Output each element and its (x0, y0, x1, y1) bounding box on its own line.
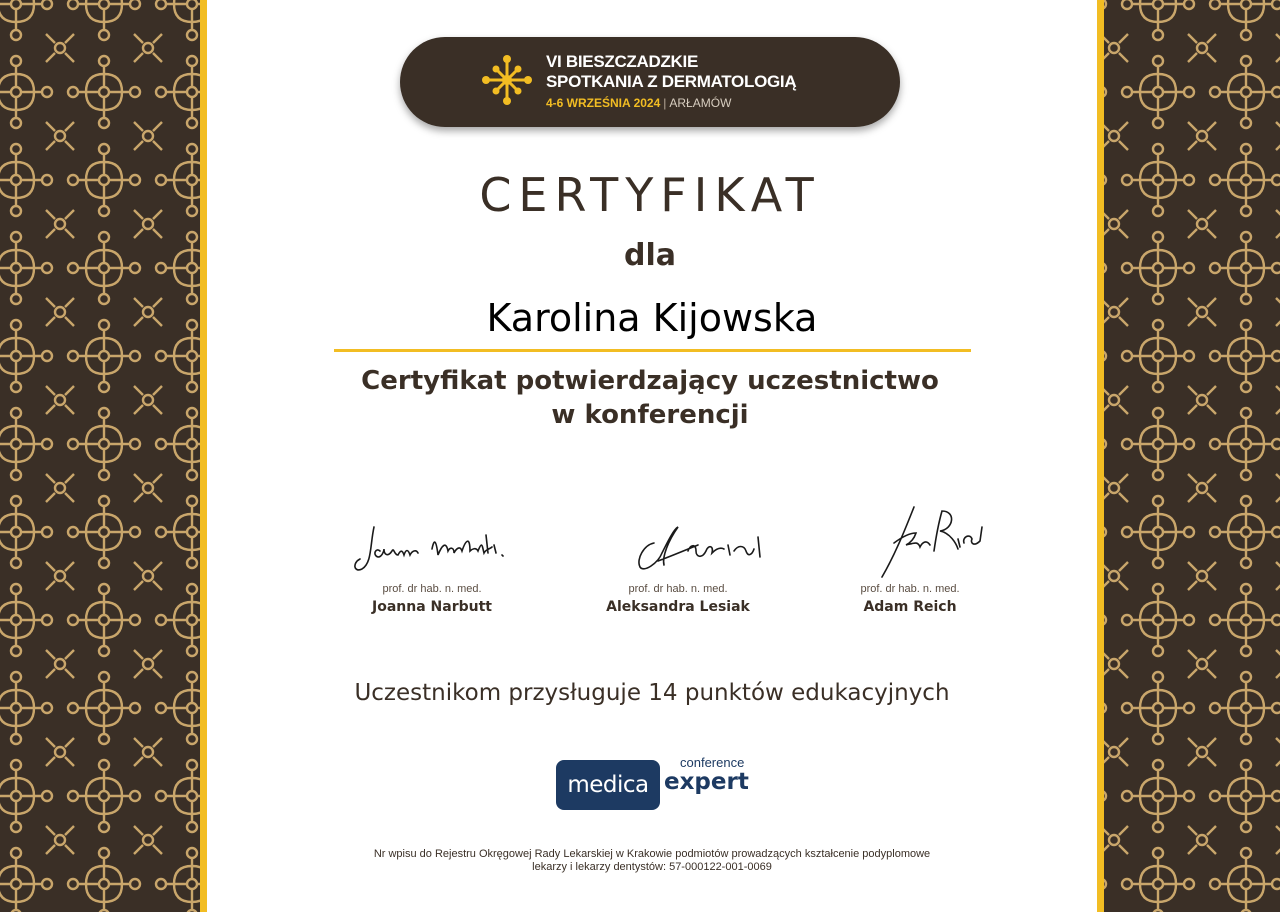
signatory-role: prof. dr hab. n. med. (628, 583, 728, 595)
conference-label: conference (680, 755, 745, 770)
ornament-pattern-icon (1104, 0, 1280, 912)
signature-block-reich (790, 503, 1030, 615)
signatory-role: prof. dr hab. n. med. (860, 583, 960, 595)
certificate-title: CERTYFIKAT (479, 168, 821, 222)
banner-place: ARŁAMÓW (669, 96, 732, 110)
signature-block-lesiak (558, 515, 798, 615)
registry-line1: Nr wpisu do Rejestru Okręgowej Rady Lekarskiej w Krakowie podmiotów prowadzących kształcenie podyplomowe (373, 848, 931, 860)
name-underline (334, 349, 971, 352)
banner-date-place (546, 96, 731, 110)
conference-banner (400, 37, 900, 127)
right-ornament-panel (1104, 0, 1280, 912)
banner-dates: 4-6 WRZEŚNIA 2024 (546, 96, 661, 110)
signatory-name: Aleksandra Lesiak (606, 599, 750, 615)
subtitle-line2: w konferencji (551, 400, 749, 430)
medica-expert-logo (556, 757, 756, 811)
banner-separator: | (663, 96, 667, 110)
medica-label: medica (556, 760, 660, 810)
banner-title-line1: VI BIESZCZADZKIE (546, 52, 698, 71)
registry-line2: lekarzy i lekarzy dentystów: 57-000122-001-0069 (532, 861, 772, 873)
registry-note (320, 848, 984, 874)
handwritten-signature-icon (810, 503, 1010, 579)
signatory-role: prof. dr hab. n. med. (382, 583, 482, 595)
signatory-name: Adam Reich (863, 599, 957, 615)
left-gold-border (200, 0, 207, 912)
for-label: dla (623, 238, 676, 273)
gold-flower-logo-icon (480, 53, 534, 107)
banner-title (546, 52, 796, 92)
banner-title-line2: SPOTKANIA Z DERMATOLOGIĄ (546, 72, 797, 91)
subtitle-line1: Certyfikat potwierdzający uczestnictwo (361, 366, 939, 396)
signature-block-narbutt (312, 515, 552, 615)
handwritten-signature-icon (332, 515, 532, 579)
right-gold-border (1097, 0, 1104, 912)
ornament-pattern-icon (0, 0, 200, 912)
handwritten-signature-icon (578, 515, 778, 579)
certificate-subtitle (320, 364, 980, 432)
education-points-text: Uczestnikom przysługuje 14 punktów edukacyjnych (354, 680, 950, 706)
recipient-name: Karolina Kijowska (486, 296, 818, 340)
signatory-name: Joanna Narbutt (372, 599, 492, 615)
left-ornament-panel (0, 0, 200, 912)
expert-label: expert (664, 769, 749, 795)
